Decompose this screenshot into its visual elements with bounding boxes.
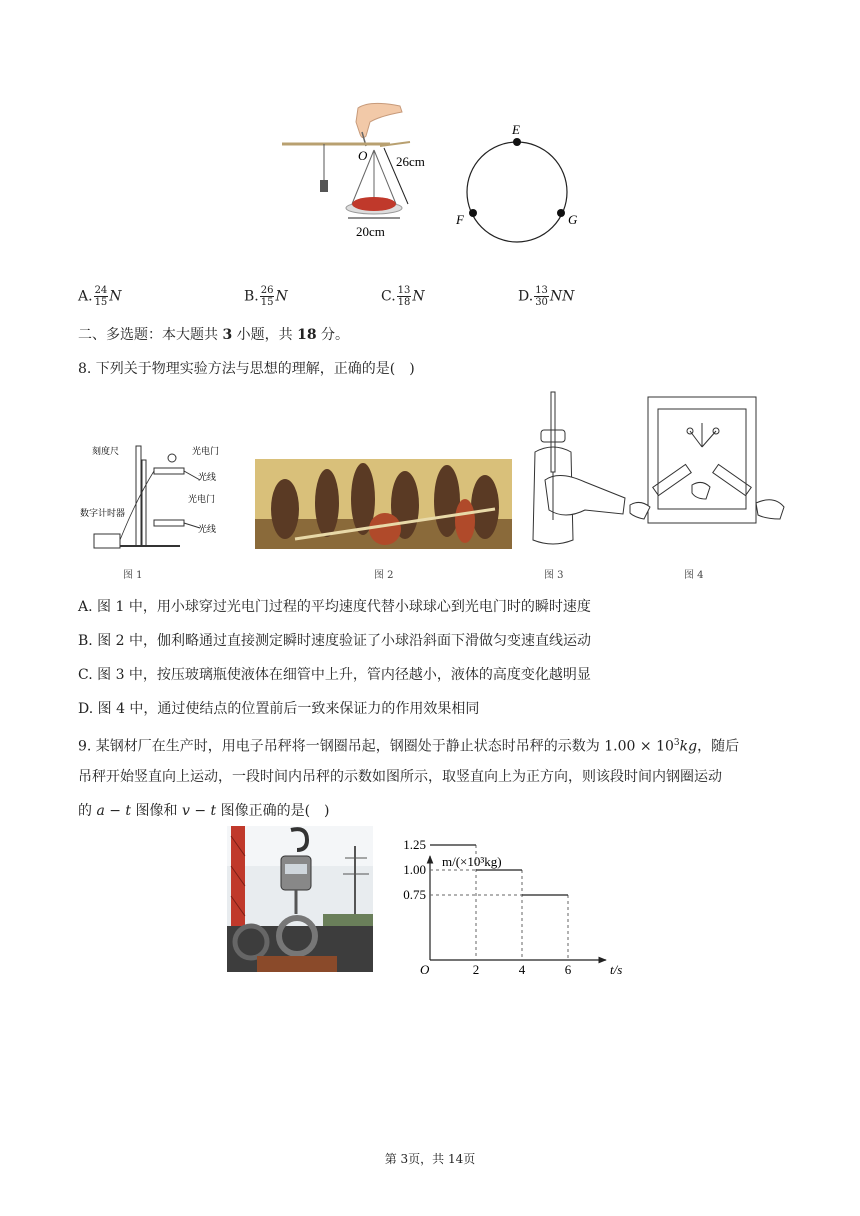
label-e: E — [512, 122, 520, 137]
q8-option-a: A. 图 1 中，用小球穿过光电门过程的平均速度代替小球球心到光电门时的瞬时速度 — [78, 599, 591, 615]
section-heading: 二、多选题：本大题共 3 小题，共 18 分。 — [78, 327, 350, 343]
q7-option-b: B. $\frac{26}{15}$ N — [244, 285, 288, 308]
label-o: O — [358, 148, 368, 163]
origin-label: O — [420, 962, 430, 977]
q9-line2: 吊秤开始竖直向上运动，一段时间内吊秤的示数如图所示，取竖直向上为正方向，则该段时间内钢圈运动 — [78, 769, 722, 785]
y-axis-label: m/(×10³kg) — [442, 854, 502, 869]
hand-illustration — [356, 103, 402, 146]
q7-option-d: D. $\frac{13}{30}$ NN — [518, 285, 575, 308]
fig3-hand — [545, 475, 625, 515]
fig1-caption: 图 1 — [123, 570, 143, 581]
y-tick-label: 1.00 — [403, 862, 426, 877]
label-26cm: 26cm — [396, 154, 425, 169]
q7-option-a: A. $\frac{24}{15}$ N — [78, 285, 122, 308]
q9-line1: 9. 某钢材厂在生产时，用电子吊秤将一钢圈吊起，钢圈处于静止状态时吊秤的示数为 $1.00 \times 10^3kg$，随后 — [78, 738, 740, 755]
crane-photo — [227, 826, 373, 972]
page-footer: 第 3页，共 14页 — [384, 1152, 476, 1166]
fig1-label-ray1: 光线 — [198, 472, 217, 482]
fig2-galileo-painting — [255, 459, 512, 549]
q9-line3: 的 a − t 图像和 v − t 图像正确的是( ) — [78, 803, 330, 819]
counterweight — [320, 180, 328, 192]
label-20cm: 20cm — [356, 224, 385, 239]
fig1-label-gate2: 光电门 — [188, 494, 216, 504]
fig4-force-board — [630, 395, 785, 535]
label-f: F — [456, 212, 464, 227]
food-pile — [352, 197, 396, 211]
fig3-caption: 图 3 — [544, 570, 564, 581]
q8-option-d: D. 图 4 中，通过使结点的位置前后一致来保证力的作用效果相同 — [78, 701, 480, 717]
point-e — [513, 138, 521, 146]
q8-stem: 8. 下列关于物理实验方法与思想的理解，正确的是( ) — [78, 361, 415, 377]
x-axis-label: t/s — [610, 962, 623, 977]
fig4-caption: 图 4 — [684, 570, 704, 581]
fig3-bottle — [515, 390, 630, 550]
x-tick-label: 6 — [564, 962, 572, 977]
fig1-label-timer: 数字计时器 — [80, 508, 126, 518]
y-tick-label: 0.75 — [403, 887, 426, 902]
circle-diagram — [467, 142, 567, 242]
crane-boom — [231, 826, 245, 936]
q8-option-b: B. 图 2 中，伽利略通过直接测定瞬时速度验证了小球沿斜面下滑做匀变速直线运动 — [78, 633, 591, 649]
fig1-photogate — [80, 440, 250, 555]
fig1-label-ray2: 光线 — [198, 524, 217, 534]
fig2-caption: 图 2 — [374, 570, 394, 581]
fig1-label-ruler: 刻度尺 — [92, 446, 120, 456]
x-tick-label: 4 — [518, 962, 526, 977]
q8-option-c: C. 图 3 中，按压玻璃瓶使液体在细管中上升，管内径越小，液体的高度变化越明显 — [78, 667, 591, 683]
fig1-label-gate1: 光电门 — [192, 446, 220, 456]
y-tick-label: 1.25 — [403, 837, 426, 852]
steelyard-figure — [270, 100, 590, 250]
point-f — [469, 209, 477, 217]
x-tick-label: 2 — [472, 962, 480, 977]
q7-option-c: C. $\frac{13}{18}$ N — [381, 285, 425, 308]
label-g: G — [568, 212, 578, 227]
point-g — [557, 209, 565, 217]
mass-time-chart — [396, 837, 641, 980]
